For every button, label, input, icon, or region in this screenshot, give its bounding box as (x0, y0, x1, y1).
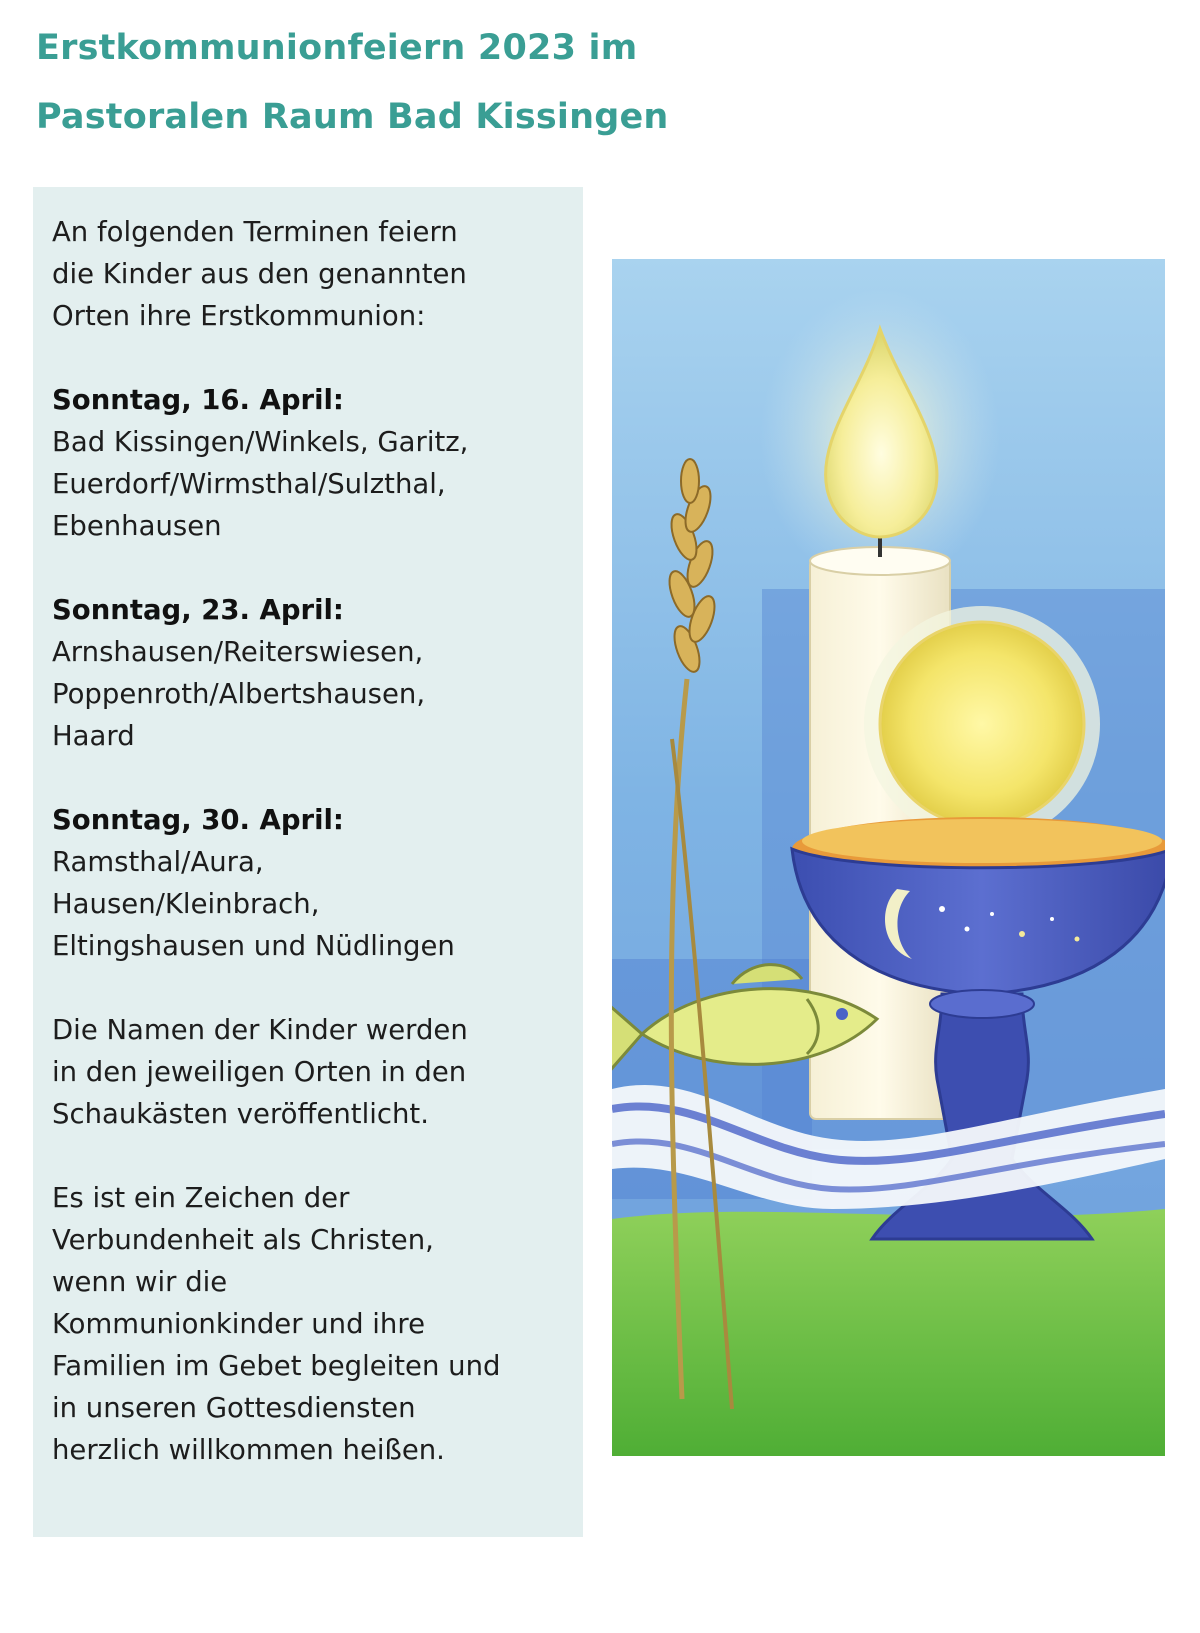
place-line: Arnshausen/Reiterswiesen, (52, 636, 424, 668)
place-line: Bad Kissingen/Winkels, Garitz, (52, 426, 469, 458)
intro-line: Orten ihre Erstkommunion: (52, 300, 426, 332)
closing-line: in unseren Gottesdiensten (52, 1392, 416, 1424)
place-line: Haard (52, 720, 135, 752)
date-block-3 (52, 799, 573, 967)
date-heading: Sonntag, 23. April: (52, 594, 344, 626)
closing-paragraph (52, 1177, 573, 1471)
place-line: Eltingshausen und Nüdlingen (52, 930, 455, 962)
date-block-1 (52, 379, 573, 547)
note-line: in den jeweiligen Orten in den (52, 1056, 467, 1088)
date-heading: Sonntag, 30. April: (52, 804, 344, 836)
closing-line: Familien im Gebet begleiten und (52, 1350, 501, 1382)
closing-line: herzlich willkommen heißen. (52, 1434, 445, 1466)
title-line-1: Erstkommunionfeiern 2023 im (36, 28, 638, 68)
note-line: Schaukästen veröffentlicht. (52, 1098, 429, 1130)
names-note-paragraph (52, 1009, 573, 1135)
info-box (33, 187, 583, 1537)
place-line: Ramsthal/Aura, (52, 846, 264, 878)
closing-line: Kommunionkinder und ihre (52, 1308, 425, 1340)
closing-line: wenn wir die (52, 1266, 228, 1298)
place-line: Euerdorf/Wirmsthal/Sulzthal, (52, 468, 446, 500)
intro-line: An folgenden Terminen feiern (52, 216, 458, 248)
place-line: Poppenroth/Albertshausen, (52, 678, 426, 710)
closing-line: Es ist ein Zeichen der (52, 1182, 350, 1214)
intro-paragraph (52, 211, 573, 337)
date-block-2 (52, 589, 573, 757)
place-line: Hausen/Kleinbrach, (52, 888, 320, 920)
date-heading: Sonntag, 16. April: (52, 384, 344, 416)
closing-line: Verbundenheit als Christen, (52, 1224, 434, 1256)
place-line: Ebenhausen (52, 510, 222, 542)
page-title (36, 14, 1036, 152)
title-line-2: Pastoralen Raum Bad Kissingen (36, 97, 669, 137)
intro-line: die Kinder aus den genannten (52, 258, 467, 290)
communion-illustration (612, 259, 1165, 1456)
note-line: Die Namen der Kinder werden (52, 1014, 468, 1046)
